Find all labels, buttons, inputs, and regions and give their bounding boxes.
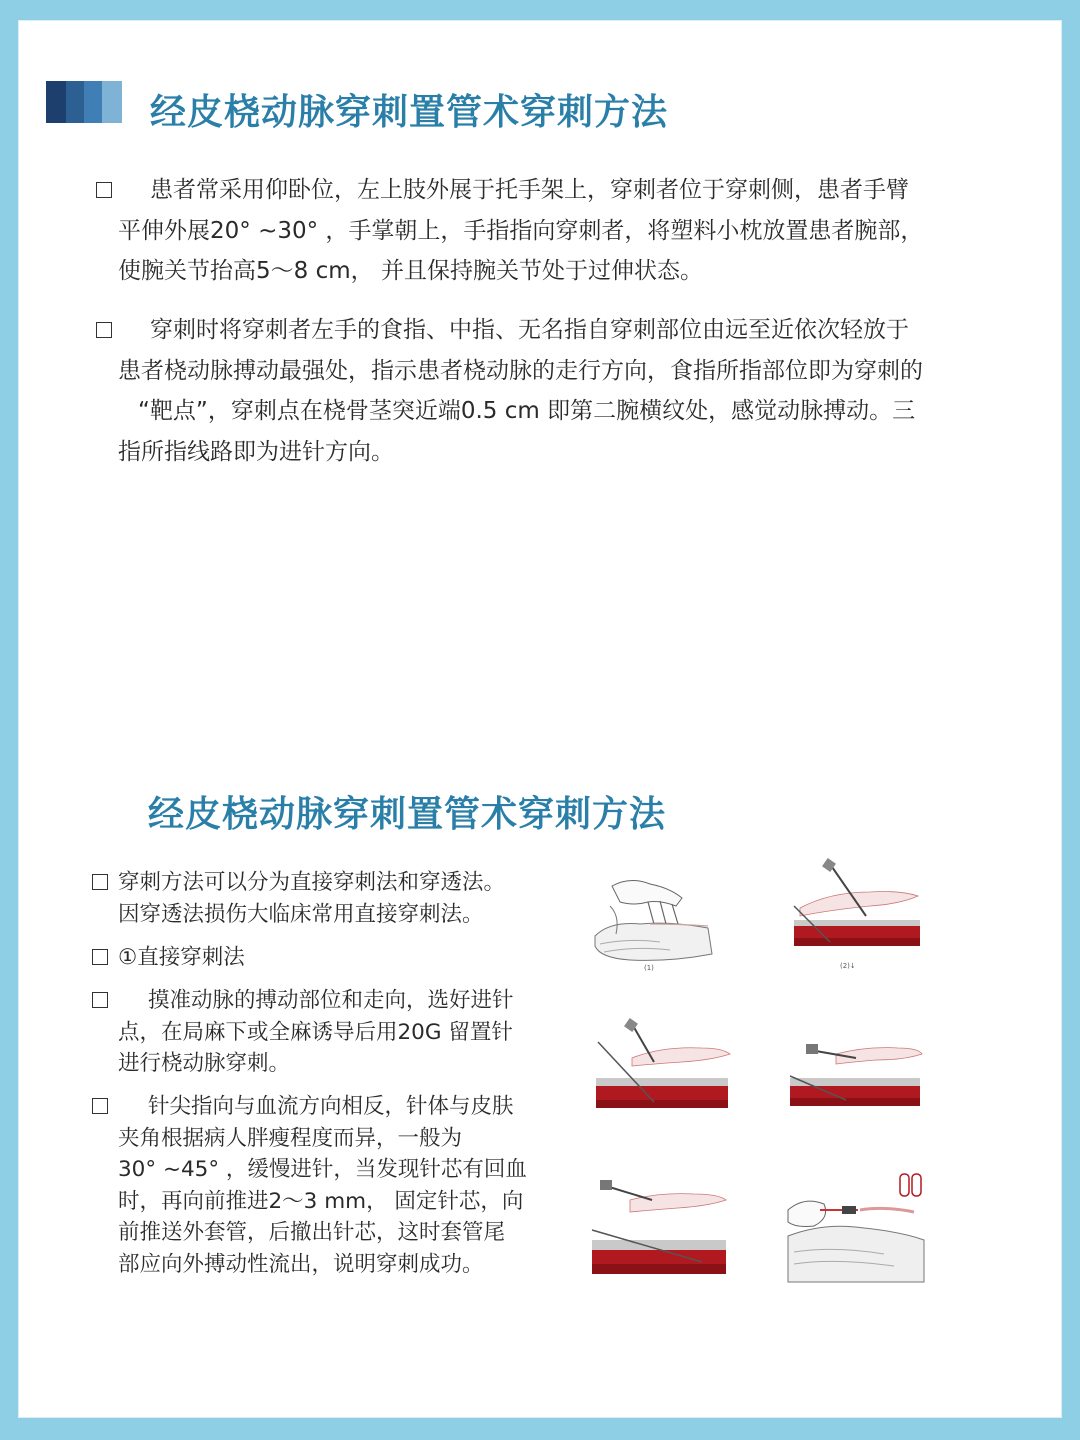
section1-paragraph-2 <box>118 310 923 472</box>
title-accent-bar <box>46 81 122 123</box>
document-page <box>18 20 1062 1418</box>
text-line: 摸准动脉的搏动部位和走向，选好进针 <box>148 988 514 1013</box>
text-line: “靶点”，穿刺点在桡骨茎突近端0.5 cm 即第二腕横纹处，感觉动脉搏动。三 <box>138 398 916 424</box>
text-line: 部应向外搏动性流出，说明穿刺成功。 <box>118 1251 484 1277</box>
checkbox-icon <box>96 182 112 198</box>
checkbox-icon <box>92 874 108 890</box>
text-line: 指所指线路即为进针方向。 <box>118 438 394 465</box>
checkbox-icon <box>92 992 108 1008</box>
figure-caption: (1) <box>644 964 654 972</box>
text-line: ①直接穿刺法 <box>118 945 245 970</box>
needle-insertion-illustration-2 <box>790 856 925 956</box>
text-line: 点，在局麻下或全麻诱导后用20G 留置针 <box>118 1019 513 1045</box>
section1-paragraph-1 <box>118 170 923 292</box>
needle-insertion-illustration-4 <box>786 1020 924 1116</box>
section2-paragraph-4 <box>118 1091 527 1280</box>
checkbox-icon <box>96 322 112 338</box>
text-line: 平伸外展20° ~30° ，手掌朝上，手指指向穿刺者，将塑料小枕放置患者腕部， <box>118 217 924 244</box>
text-line: 30° ~45° ，缓慢进针，当发现针芯有回血 <box>118 1157 527 1182</box>
figure-caption: (2)↓ <box>840 962 856 970</box>
text-line: 患者桡动脉搏动最强处，指示患者桡动脉的走行方向，食指所指部位即为穿刺的 <box>118 357 923 384</box>
text-line: 穿刺时将穿刺者左手的食指、中指、无名指自穿刺部位由远至近依次轻放于 <box>150 317 909 343</box>
section2-paragraph-3 <box>118 985 514 1080</box>
text-line: 针尖指向与血流方向相反，针体与皮肤 <box>148 1094 514 1119</box>
text-line: 时，再向前推进2～3 mm， 固定针芯，向 <box>118 1188 524 1214</box>
checkbox-icon <box>92 949 108 965</box>
text-line: 夹角根据病人胖瘦程度而异，一般为 <box>118 1125 463 1151</box>
section2-title: 经皮桡动脉穿刺置管术穿刺方法 <box>148 794 667 835</box>
hand-palpation-illustration <box>590 866 720 966</box>
text-line: 患者常采用仰卧位，左上肢外展于托手架上，穿刺者位于穿刺侧，患者手臂 <box>150 177 909 203</box>
section2-paragraph-1 <box>118 867 505 930</box>
catheter-advance-illustration <box>590 1170 730 1282</box>
text-line: 因穿透法损伤大临床常用直接穿刺法。 <box>118 901 484 927</box>
needle-insertion-illustration-3 <box>592 1016 732 1116</box>
section2-paragraph-2 <box>118 942 245 974</box>
catheter-connected-hand-illustration <box>784 1166 926 1284</box>
text-line: 前推送外套管，后撤出针芯，这时套管尾 <box>118 1220 506 1245</box>
checkbox-icon <box>92 1098 108 1114</box>
section1-title: 经皮桡动脉穿刺置管术穿刺方法 <box>150 92 669 133</box>
text-line: 穿刺方法可以分为直接穿刺法和穿透法。 <box>118 870 506 895</box>
text-line: 进行桡动脉穿刺。 <box>118 1051 291 1076</box>
text-line: 使腕关节抬高5～8 cm， 并且保持腕关节处于过伸状态。 <box>118 258 703 284</box>
